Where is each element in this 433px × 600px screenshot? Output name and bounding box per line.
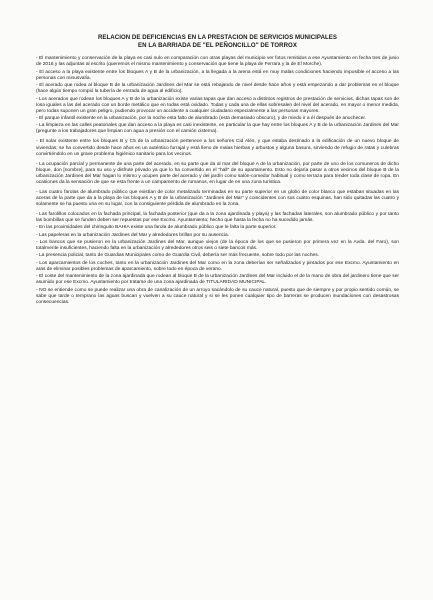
paragraph: - La ocupación parcial y permanente de una parte del acerado, en su parte que da al mar del bloque A de la urbanización, por parte de uno de los comuneros de dicho bloque, don [nombre], para su uso y disfrute privado ya que lo ha convertido en el "hall" de su apartamento. Esto no dejaría pasar a otros vecinos del bloque B de la urbanización Jardines del Mar hagan lo mismo y ocupen parte del acerado y del jardín como salón-comedor habitual y como terraza para tender toda clase de ropa. En ocasiones da la sensación de que se esta frente a un campamento de rumanos, en lugar de en una zona turística. — [36, 161, 399, 185]
paragraph: - Las papeleras en la urbanización Jardines del Mar y alrededores brillan por su ausencia. — [36, 232, 230, 238]
paragraph: - El parque infantil existente en la urbanización, por la noche esta falto de alumbrado (esta demasiado obscuro), y de miedo ir a él después de anochecer. — [36, 116, 367, 122]
paragraph: - El solar existente entre los bloques B y C5 de la urbanización pertenece a los señores Cid Alés, y que estaba destinado a la edificación de un nuevo bloque de viviendas; se ha convertido desde hace años en un auténtico forrajal y está lleno de malas hierbas y arbustos y alguna basura, sirviendo de refugio de ratas y culebras convirtiéndolo en un grave problema higiénico sanitario para los vecinos. — [36, 139, 399, 157]
paragraph: - El acerado que rodea al bloque B de la urbanización Jardines del Mar se está rebajando de nivel desde hace años y está empezando a dar problemas en el bloque (hace algún tiempo rompió la tubería de entrada de agua al edificio). — [36, 83, 399, 95]
paragraph: - El coste del mantenimiento de la zona ajardinada que rodean al bloque B de la urbanización Jardines del Mar incluido el de la mano de obra del jardinero tiene que ser asumido por ese Excmo. Ayuntamiento por tratarse de una zona ajardinada de TITULARIDAD MUNICIPAL. — [36, 274, 399, 286]
paragraph: - NO se entiende como se puede realizar una obra de canalización de un arroyo sacándolo de su cauce natural, puesto que de siempre y por propio sentido común, se sabe que tarde o temprano las aguas buscan y vuelven a su cauce natural y si se les ponen cualquier tipo de barreras se producen inundaciones con desastrosas consecuencias. — [36, 287, 399, 305]
paragraph: - El mantenimiento y conservación de la playa es casi nulo en comparación con otras playas del municipio ver fotos remitidos a ese Ayuntamiento en fecha tres de junio de 2016 y las adjuntas al escrito (queremos el mismo mantenimiento y conservación que tiene la playa de Ferrara y la de El Morche). — [36, 56, 399, 68]
paragraph: - Las cuatro farolas de alumbrado público que existían de color metalizado terminadas en su parte superior en un globo de color blanco que estaban situadas en las aceras de la parte que da a la playa de los bloques A y B de la urbanización "Jardines del Mar" y coincidentes con sus cuatro esquinas, han sido quitadas las cuatro y solamente se ha puesto una en su lugar, con la consiguiente pérdida de alumbrado en la zona. — [36, 189, 399, 207]
paragraph: - El acceso a la playa existente entre los bloques A y B de la urbanización, a la llegada a la arena está en muy malas condiciones haciendo imposible el acceso a las personas con minusvalía. — [36, 69, 399, 81]
paragraph: - Los aparcamientos de los coches, tanto en la urbanización Jardines del Mar como en la zona deberían ser señalizados y pintados por ese Excmo. Ayuntamiento en aras de eliminar posibles problemas de aparcamiento, sobre todo en época de verano. — [36, 260, 399, 272]
paragraph: - Los acerados que rodean los bloques A y B de la urbanización existe varias tapas que dan acceso a distintos registros de prestación de servicios, dichas tapas son de losa iguales a las del acerado con un borde metálico que en todas está oxidado. Todas y cada una de ellas sobresalen del nivel del acerado, en mayor o menor medida, pero todas suponen un gran peligro, pudiendo provocar un accidente a cualquier ciudadano especialmente a las personas mayores. — [36, 96, 399, 114]
title-line-1: RELACION DE DEFICIENCIAS EN LA PRESTACION DE SERVICIOS MUNICIPALES — [97, 34, 338, 41]
document-title — [36, 34, 399, 50]
document-body — [36, 56, 399, 305]
paragraph: - La limpieza en las calles peatonales que dan acceso a la playa es casi inexistente, en particular la que hay entre los bloques A y B de la urbanización Jardines del Mar (pregunte a los trabajadores que limpian con agua a presión con el camión cisterna). — [36, 123, 399, 135]
paragraph: - En las proximidades del chiringuito BAHIA existe una farola de alumbrado público que le falta la parte superior. — [36, 225, 277, 231]
paragraph: - Los bancos que se pusieron en la urbanización Jardines del Mar, aunque viejos (de la época de los que se pusieron por primera vez en la Avda. del Faro), son totalmente insuficientes, haciendo falta en la urbanización y alrededores otros seis o siete bancos más. — [36, 240, 399, 252]
title-line-2: EN LA BARRIADA DE "EL PEÑONCILLO" DE TORROX — [138, 42, 297, 50]
paragraph: - La presencia policial, tanto de Guardias Municipales como de Guardia Civil, debería ser más frecuente, sobre todo por las noches. — [36, 253, 319, 259]
paragraph: - Las farolillos colocados en la fachada principal, la fachada posterior (que da a la zona ajardinada y playa) y las fachadas laterales, son alumbrado público y por tanto las bombillas que se funden deben ser repuestas por ese Excmo. Ayuntamiento; hecho que hasta la fecha no ha sucedido jamás. — [36, 211, 399, 223]
